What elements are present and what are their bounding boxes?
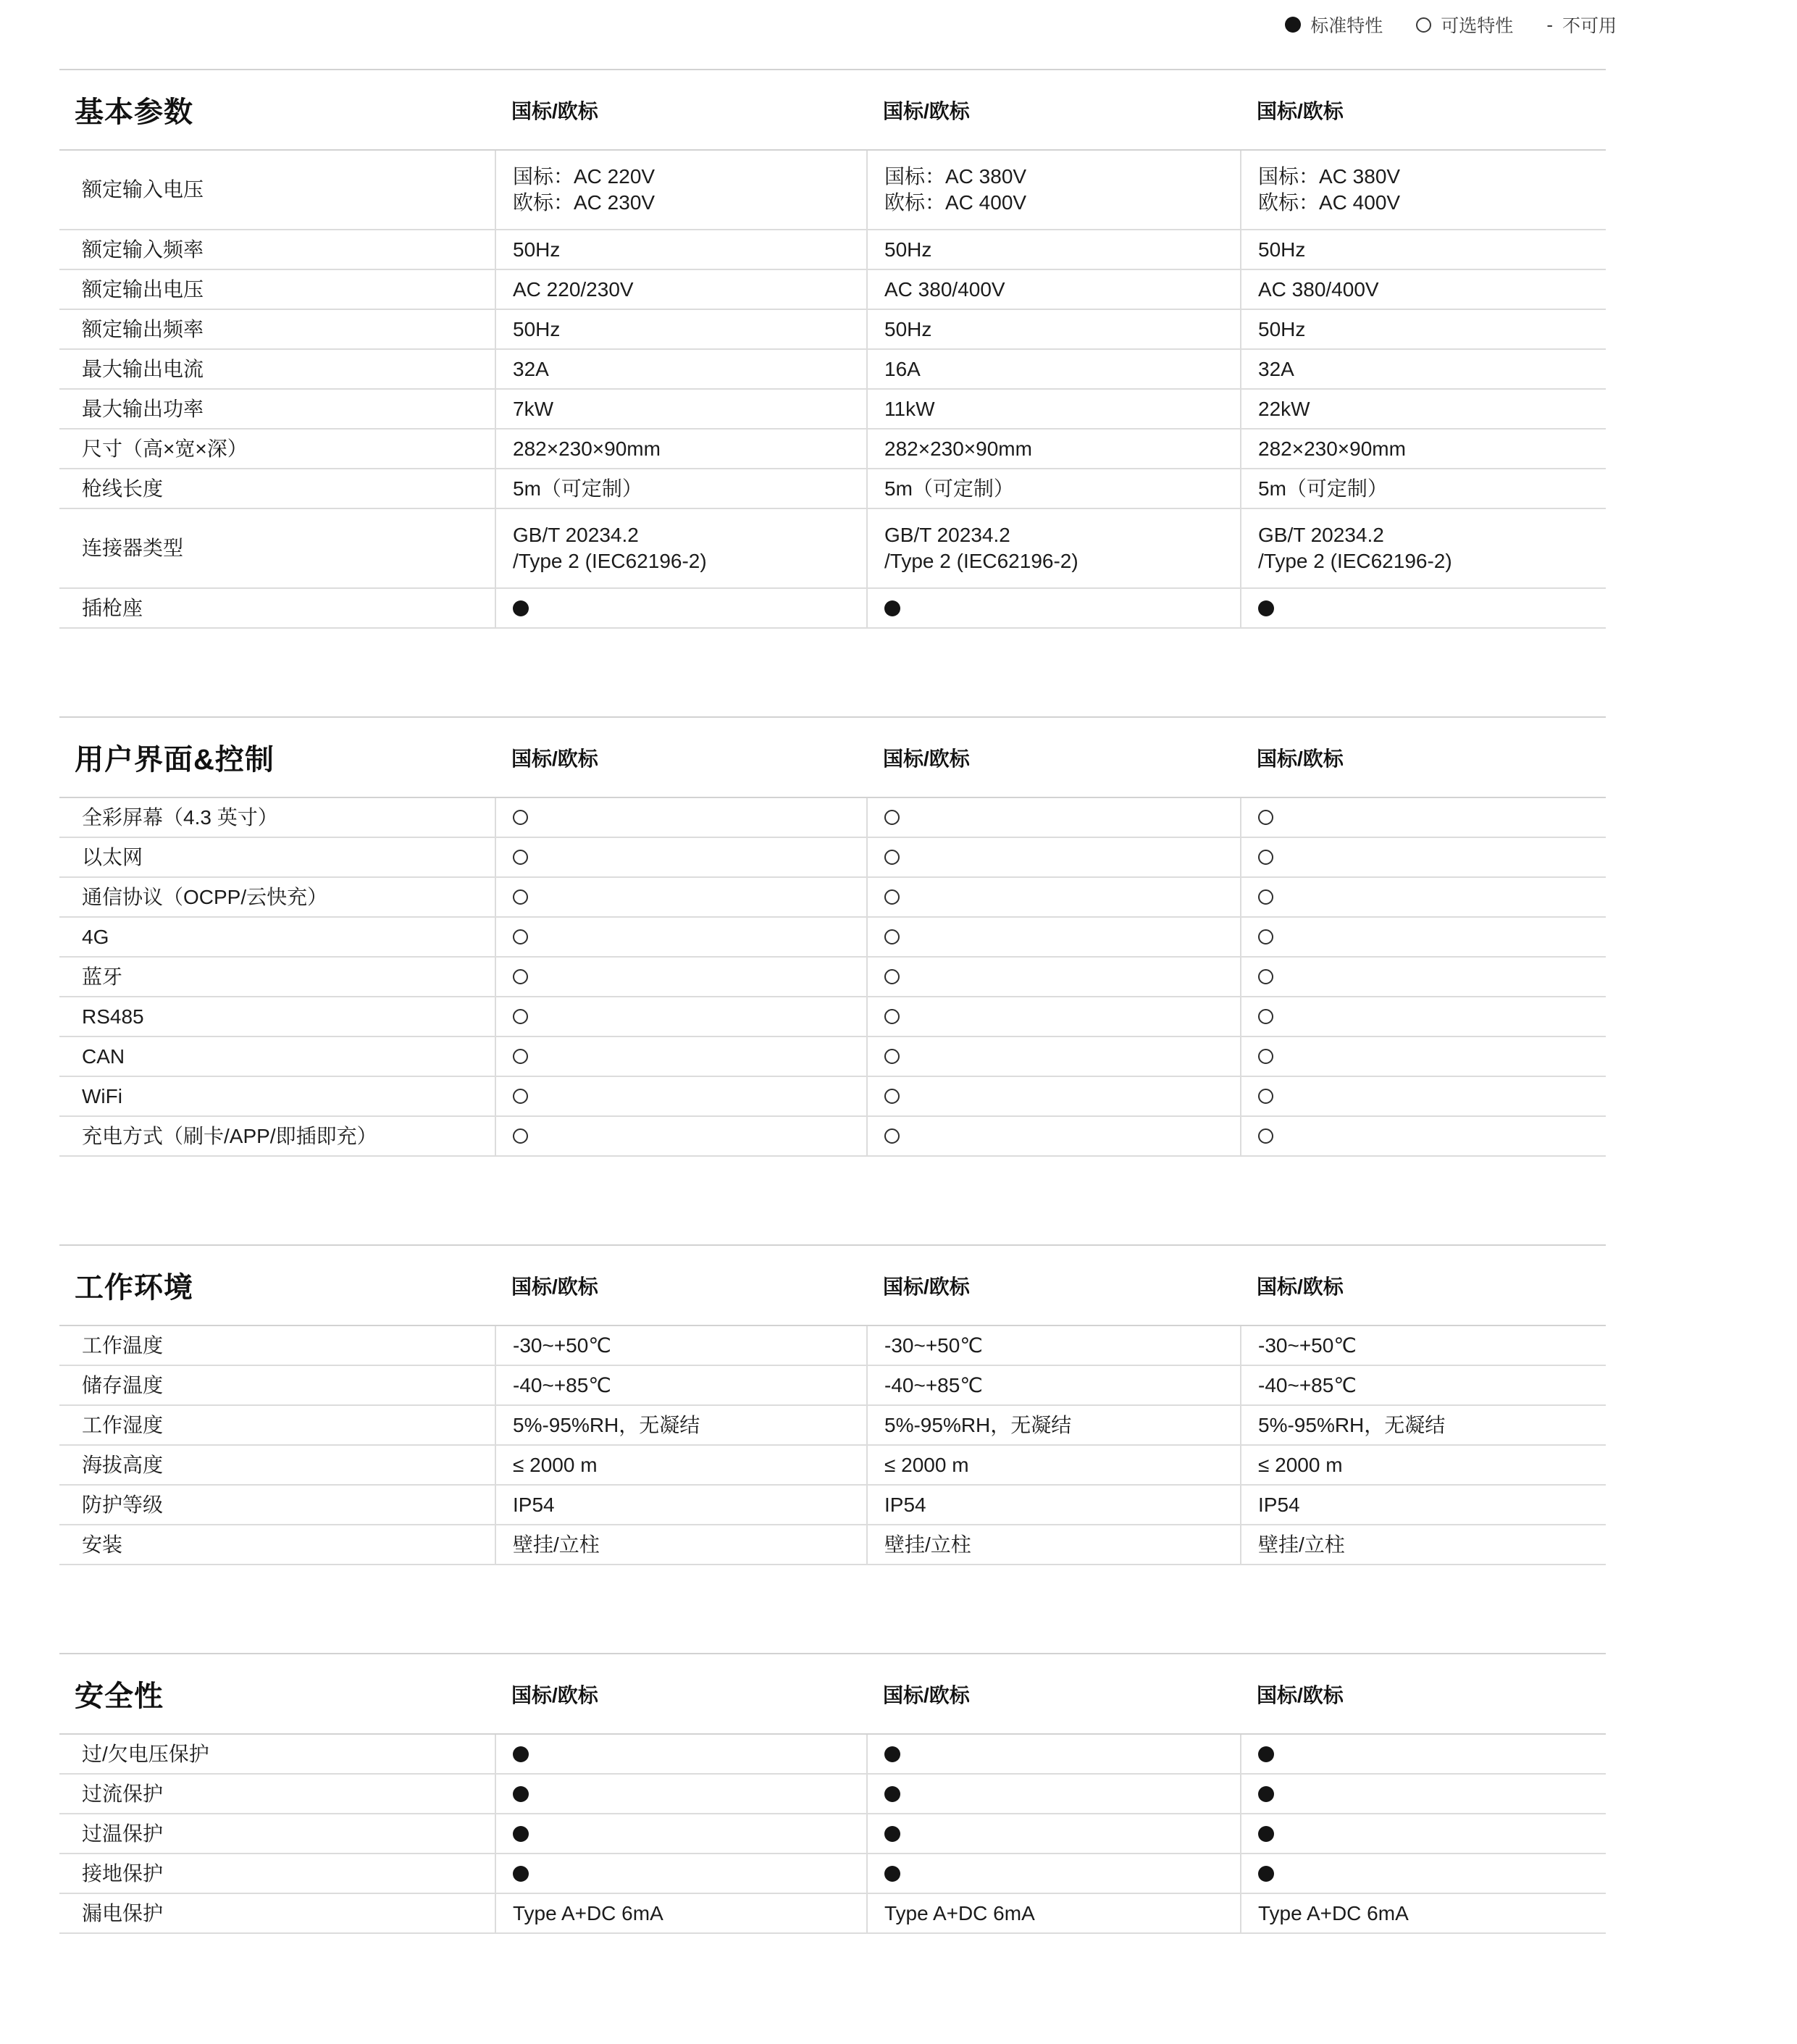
cell-value [495, 1525, 866, 1564]
row-label: 插枪座 [82, 596, 143, 619]
spec-table [59, 69, 1606, 2022]
cell-optional-feature [1240, 918, 1606, 956]
cell-standard-feature [495, 1854, 866, 1893]
optional-feature-circle-icon [1416, 17, 1431, 33]
column-header: 国标/欧标 [1257, 1275, 1344, 1298]
cell-value-text: 50Hz [513, 317, 561, 340]
cell-value-line: GB/T 20234.2 [513, 524, 639, 546]
spec-row [59, 390, 1606, 430]
legend-standard-label: 标准特性 [1310, 16, 1383, 36]
cell-standard-feature [495, 1775, 866, 1813]
standard-feature-dot-icon [1258, 1826, 1274, 1842]
spec-row [59, 1037, 1606, 1077]
cell-value [1240, 1446, 1606, 1484]
cell-value-text: ≤ 2000 m [1258, 1453, 1343, 1476]
standard-feature-dot-icon [1258, 1786, 1274, 1802]
cell-optional-feature [866, 1037, 1240, 1076]
column-header: 国标/欧标 [511, 1275, 598, 1298]
row-label: 接地保护 [82, 1861, 164, 1885]
optional-feature-circle-icon [884, 929, 900, 944]
cell-value [866, 1894, 1240, 1932]
cell-value-text: AC 380/400V [1258, 277, 1379, 301]
row-label: 过流保护 [82, 1782, 164, 1805]
row-label: 漏电保护 [82, 1901, 164, 1924]
cell-value-text: Type A+DC 6mA [1258, 1901, 1409, 1924]
cell-value [866, 1446, 1240, 1484]
cell-value-line: GB/T 20234.2 [1258, 524, 1384, 546]
cell-value-line: GB/T 20234.2 [884, 524, 1010, 546]
cell-value [495, 509, 866, 587]
cell-optional-feature [1240, 798, 1606, 837]
cell-value [1240, 390, 1606, 428]
cell-standard-feature [495, 1814, 866, 1853]
legend-item-standard [1285, 12, 1383, 38]
cell-value-text: 11kW [884, 397, 935, 420]
optional-feature-circle-icon [884, 850, 900, 865]
cell-standard-feature [866, 1735, 1240, 1773]
section-basic-params [59, 69, 1606, 629]
spec-row [59, 1326, 1606, 1366]
standard-feature-dot-icon [884, 1786, 900, 1802]
legend-unavailable-label: 不可用 [1562, 16, 1617, 36]
optional-feature-circle-icon [1258, 850, 1273, 865]
optional-feature-circle-icon [1258, 1128, 1273, 1144]
optional-feature-circle-icon [884, 1049, 900, 1064]
cell-value-text: Type A+DC 6mA [884, 1901, 1035, 1924]
cell-value [495, 310, 866, 348]
optional-feature-circle-icon [884, 889, 900, 905]
section-ui-control [59, 716, 1606, 1157]
standard-feature-dot-icon [513, 1746, 529, 1762]
cell-value-text: 50Hz [513, 238, 561, 261]
spec-row [59, 1814, 1606, 1854]
cell-optional-feature [495, 878, 866, 916]
cell-value [866, 430, 1240, 468]
cell-standard-feature [866, 1775, 1240, 1813]
standard-feature-dot-icon [1285, 17, 1301, 33]
spec-row [59, 1854, 1606, 1894]
cell-value-text: 32A [1258, 357, 1294, 380]
spec-row [59, 230, 1606, 270]
column-header: 国标/欧标 [883, 1275, 970, 1298]
legend-item-unavailable [1546, 12, 1617, 38]
row-label: 储存温度 [82, 1373, 164, 1396]
row-label: WiFi [82, 1084, 122, 1107]
row-label: 充电方式（刷卡/APP/即插即充） [82, 1124, 377, 1147]
cell-value [866, 1366, 1240, 1404]
cell-value [495, 350, 866, 388]
cell-value [495, 1486, 866, 1524]
optional-feature-circle-icon [1258, 889, 1273, 905]
section-header [59, 718, 1606, 797]
cell-value-text: -30~+50℃ [1258, 1333, 1357, 1357]
spec-row [59, 878, 1606, 918]
column-header: 国标/欧标 [511, 99, 598, 122]
spec-row [59, 918, 1606, 958]
row-label: 防护等级 [82, 1493, 164, 1516]
row-label: 最大输出电流 [82, 357, 204, 380]
spec-row [59, 350, 1606, 390]
cell-standard-feature [1240, 1814, 1606, 1853]
column-header: 国标/欧标 [883, 747, 970, 770]
cell-value [495, 230, 866, 269]
cell-optional-feature [495, 958, 866, 996]
spec-row [59, 997, 1606, 1037]
standard-feature-dot-icon [513, 600, 529, 616]
standard-feature-dot-icon [884, 1826, 900, 1842]
cell-value [866, 1525, 1240, 1564]
spec-row [59, 1366, 1606, 1406]
standard-feature-dot-icon [884, 600, 900, 616]
cell-value-text: ≤ 2000 m [884, 1453, 969, 1476]
optional-feature-circle-icon [1258, 1009, 1273, 1024]
row-label: 全彩屏幕（4.3 英寸） [82, 805, 278, 829]
cell-optional-feature [1240, 1117, 1606, 1155]
spec-row [59, 310, 1606, 350]
cell-value-text: 22kW [1258, 397, 1310, 420]
cell-optional-feature [866, 838, 1240, 876]
optional-feature-circle-icon [513, 889, 528, 905]
cell-value-line: 欧标：AC 230V [513, 191, 655, 214]
cell-optional-feature [866, 798, 1240, 837]
section-title: 用户界面&控制 [75, 744, 275, 776]
cell-optional-feature [866, 1077, 1240, 1115]
cell-value-line: 欧标：AC 400V [884, 191, 1027, 214]
cell-value-text: 壁挂/立柱 [884, 1533, 971, 1556]
row-label: 过温保护 [82, 1822, 164, 1845]
standard-feature-dot-icon [513, 1826, 529, 1842]
cell-value [866, 310, 1240, 348]
optional-feature-circle-icon [1258, 810, 1273, 825]
legend [1285, 12, 1617, 38]
cell-value-text: 282×230×90mm [513, 437, 661, 460]
cell-value-text: 5m（可定制） [884, 477, 1014, 500]
section-header [59, 70, 1606, 149]
row-label: 过/欠电压保护 [82, 1742, 209, 1765]
cell-value-text: 壁挂/立柱 [513, 1533, 600, 1556]
cell-value [1240, 270, 1606, 309]
optional-feature-circle-icon [513, 850, 528, 865]
legend-item-optional [1416, 12, 1513, 38]
cell-value-line: 国标：AC 380V [884, 165, 1027, 188]
standard-feature-dot-icon [1258, 1866, 1274, 1882]
spec-row [59, 509, 1606, 589]
spec-row [59, 1077, 1606, 1117]
cell-value-text: 282×230×90mm [884, 437, 1032, 460]
cell-optional-feature [495, 838, 866, 876]
cell-value-text: AC 220/230V [513, 277, 634, 301]
cell-value [1240, 469, 1606, 508]
cell-optional-feature [866, 997, 1240, 1036]
cell-optional-feature [495, 1117, 866, 1155]
cell-value-line: /Type 2 (IEC62196-2) [884, 550, 1078, 572]
cell-value-text: -30~+50℃ [513, 1333, 611, 1357]
cell-value [866, 1486, 1240, 1524]
cell-standard-feature [1240, 589, 1606, 627]
row-label: 额定输出频率 [82, 317, 204, 340]
spec-row [59, 1446, 1606, 1486]
column-header: 国标/欧标 [883, 99, 970, 122]
row-label: 安装 [82, 1533, 123, 1556]
cell-value-text: IP54 [884, 1493, 926, 1516]
spec-row [59, 958, 1606, 997]
spec-row [59, 589, 1606, 629]
row-label: 额定输出电压 [82, 277, 204, 301]
optional-feature-circle-icon [513, 969, 528, 984]
cell-value [1240, 1366, 1606, 1404]
cell-value [1240, 430, 1606, 468]
standard-feature-dot-icon [884, 1746, 900, 1762]
section-header [59, 1246, 1606, 1325]
cell-value [866, 350, 1240, 388]
cell-value [495, 1446, 866, 1484]
cell-value [495, 390, 866, 428]
section-body [59, 797, 1606, 1157]
cell-value-text: 50Hz [1258, 317, 1306, 340]
spec-row [59, 838, 1606, 878]
cell-optional-feature [866, 918, 1240, 956]
cell-value-line: 国标：AC 380V [1258, 165, 1401, 188]
row-label: 蓝牙 [82, 965, 123, 988]
cell-optional-feature [866, 958, 1240, 996]
optional-feature-circle-icon [1258, 969, 1273, 984]
spec-row [59, 1486, 1606, 1525]
cell-value-line: 国标：AC 220V [513, 165, 655, 188]
cell-optional-feature [1240, 958, 1606, 996]
row-label: 以太网 [82, 845, 143, 868]
unavailable-dash-icon: - [1546, 13, 1553, 35]
optional-feature-circle-icon [884, 810, 900, 825]
cell-value [495, 270, 866, 309]
row-label: 额定输入频率 [82, 238, 204, 261]
cell-optional-feature [495, 997, 866, 1036]
cell-value [495, 1406, 866, 1444]
cell-value-text: ≤ 2000 m [513, 1453, 598, 1476]
row-label: 工作湿度 [82, 1413, 164, 1436]
spec-row [59, 1117, 1606, 1157]
cell-optional-feature [1240, 878, 1606, 916]
row-label: 工作温度 [82, 1333, 164, 1357]
section-title: 工作环境 [75, 1272, 193, 1304]
cell-standard-feature [866, 589, 1240, 627]
section-safety [59, 1653, 1606, 1934]
optional-feature-circle-icon [513, 1128, 528, 1144]
section-header [59, 1654, 1606, 1733]
optional-feature-circle-icon [884, 1128, 900, 1144]
cell-value [1240, 350, 1606, 388]
cell-value [1240, 1525, 1606, 1564]
cell-standard-feature [1240, 1775, 1606, 1813]
column-header: 国标/欧标 [511, 747, 598, 770]
cell-value-text: IP54 [1258, 1493, 1300, 1516]
optional-feature-circle-icon [513, 1089, 528, 1104]
row-label: CAN [82, 1044, 125, 1068]
optional-feature-circle-icon [513, 1009, 528, 1024]
cell-value-text: 7kW [513, 397, 553, 420]
cell-optional-feature [495, 1077, 866, 1115]
cell-value [495, 1366, 866, 1404]
cell-optional-feature [495, 798, 866, 837]
cell-value [866, 151, 1240, 229]
optional-feature-circle-icon [1258, 929, 1273, 944]
spec-row [59, 1735, 1606, 1775]
cell-value-text: 壁挂/立柱 [1258, 1533, 1345, 1556]
cell-value-text: IP54 [513, 1493, 555, 1516]
cell-optional-feature [495, 918, 866, 956]
cell-value [1240, 1486, 1606, 1524]
optional-feature-circle-icon [1258, 1089, 1273, 1104]
spec-row [59, 1775, 1606, 1814]
cell-value [866, 469, 1240, 508]
cell-value [1240, 230, 1606, 269]
spec-row [59, 270, 1606, 310]
optional-feature-circle-icon [884, 969, 900, 984]
cell-value-text: 5m（可定制） [513, 477, 642, 500]
cell-value-line: /Type 2 (IEC62196-2) [1258, 550, 1452, 572]
row-label: 额定输入电压 [82, 178, 204, 201]
cell-value [495, 1326, 866, 1365]
column-header: 国标/欧标 [511, 1683, 598, 1706]
cell-value-text: 50Hz [1258, 238, 1306, 261]
spec-row [59, 1525, 1606, 1565]
optional-feature-circle-icon [884, 1089, 900, 1104]
cell-value [1240, 1326, 1606, 1365]
cell-value-text: 16A [884, 357, 921, 380]
cell-optional-feature [1240, 1037, 1606, 1076]
spec-row [59, 430, 1606, 469]
cell-standard-feature [866, 1814, 1240, 1853]
cell-value [1240, 1406, 1606, 1444]
cell-value-text: 5m（可定制） [1258, 477, 1388, 500]
cell-value-text: 50Hz [884, 317, 932, 340]
cell-value-text: 50Hz [884, 238, 932, 261]
row-label: RS485 [82, 1005, 144, 1028]
optional-feature-circle-icon [1258, 1049, 1273, 1064]
column-header: 国标/欧标 [883, 1683, 970, 1706]
cell-optional-feature [1240, 1077, 1606, 1115]
row-label: 4G [82, 925, 109, 948]
optional-feature-circle-icon [513, 929, 528, 944]
cell-value-text: -40~+85℃ [884, 1373, 983, 1396]
spec-row [59, 798, 1606, 838]
cell-optional-feature [866, 878, 1240, 916]
cell-value-text: -40~+85℃ [1258, 1373, 1357, 1396]
section-body [59, 1325, 1606, 1565]
column-header: 国标/欧标 [1257, 1683, 1344, 1706]
spec-row [59, 1894, 1606, 1934]
row-label: 通信协议（OCPP/云快充） [82, 885, 328, 908]
cell-optional-feature [1240, 997, 1606, 1036]
cell-value [866, 270, 1240, 309]
cell-value-text: 282×230×90mm [1258, 437, 1406, 460]
cell-standard-feature [1240, 1854, 1606, 1893]
cell-optional-feature [495, 1037, 866, 1076]
optional-feature-circle-icon [884, 1009, 900, 1024]
section-title: 安全性 [75, 1680, 164, 1712]
cell-value [495, 1894, 866, 1932]
section-title: 基本参数 [75, 96, 193, 128]
section-body [59, 1733, 1606, 1934]
cell-value [1240, 509, 1606, 587]
standard-feature-dot-icon [513, 1866, 529, 1882]
cell-standard-feature [495, 589, 866, 627]
cell-value-text: 32A [513, 357, 549, 380]
spec-row [59, 1406, 1606, 1446]
cell-value [866, 1326, 1240, 1365]
cell-standard-feature [1240, 1735, 1606, 1773]
column-header: 国标/欧标 [1257, 747, 1344, 770]
spec-row [59, 469, 1606, 509]
cell-value-text: 5%-95%RH，无凝结 [884, 1413, 1072, 1436]
cell-value-text: 5%-95%RH，无凝结 [1258, 1413, 1446, 1436]
row-label: 最大输出功率 [82, 397, 204, 420]
section-environment [59, 1244, 1606, 1565]
cell-value-text: Type A+DC 6mA [513, 1901, 663, 1924]
row-label: 海拔高度 [82, 1453, 164, 1476]
cell-value [1240, 151, 1606, 229]
cell-optional-feature [1240, 838, 1606, 876]
optional-feature-circle-icon [513, 1049, 528, 1064]
cell-value-text: -30~+50℃ [884, 1333, 983, 1357]
cell-value [866, 230, 1240, 269]
cell-value [495, 469, 866, 508]
cell-value [1240, 310, 1606, 348]
cell-value [866, 390, 1240, 428]
cell-value-text: AC 380/400V [884, 277, 1005, 301]
cell-optional-feature [866, 1117, 1240, 1155]
spec-row [59, 151, 1606, 230]
row-label: 尺寸（高×宽×深） [82, 437, 248, 460]
standard-feature-dot-icon [1258, 600, 1274, 616]
cell-value-line: 欧标：AC 400V [1258, 191, 1401, 214]
cell-value [1240, 1894, 1606, 1932]
cell-value-text: -40~+85℃ [513, 1373, 611, 1396]
standard-feature-dot-icon [884, 1866, 900, 1882]
standard-feature-dot-icon [513, 1786, 529, 1802]
cell-value [866, 1406, 1240, 1444]
standard-feature-dot-icon [1258, 1746, 1274, 1762]
cell-standard-feature [866, 1854, 1240, 1893]
cell-value [495, 430, 866, 468]
row-label: 连接器类型 [82, 537, 184, 559]
legend-optional-label: 可选特性 [1441, 16, 1514, 36]
cell-value-line: /Type 2 (IEC62196-2) [513, 550, 707, 572]
section-body [59, 149, 1606, 629]
row-label: 枪线长度 [82, 477, 164, 500]
cell-standard-feature [495, 1735, 866, 1773]
cell-value [495, 151, 866, 229]
cell-value-text: 5%-95%RH，无凝结 [513, 1413, 700, 1436]
cell-value [866, 509, 1240, 587]
column-header: 国标/欧标 [1257, 99, 1344, 122]
optional-feature-circle-icon [513, 810, 528, 825]
